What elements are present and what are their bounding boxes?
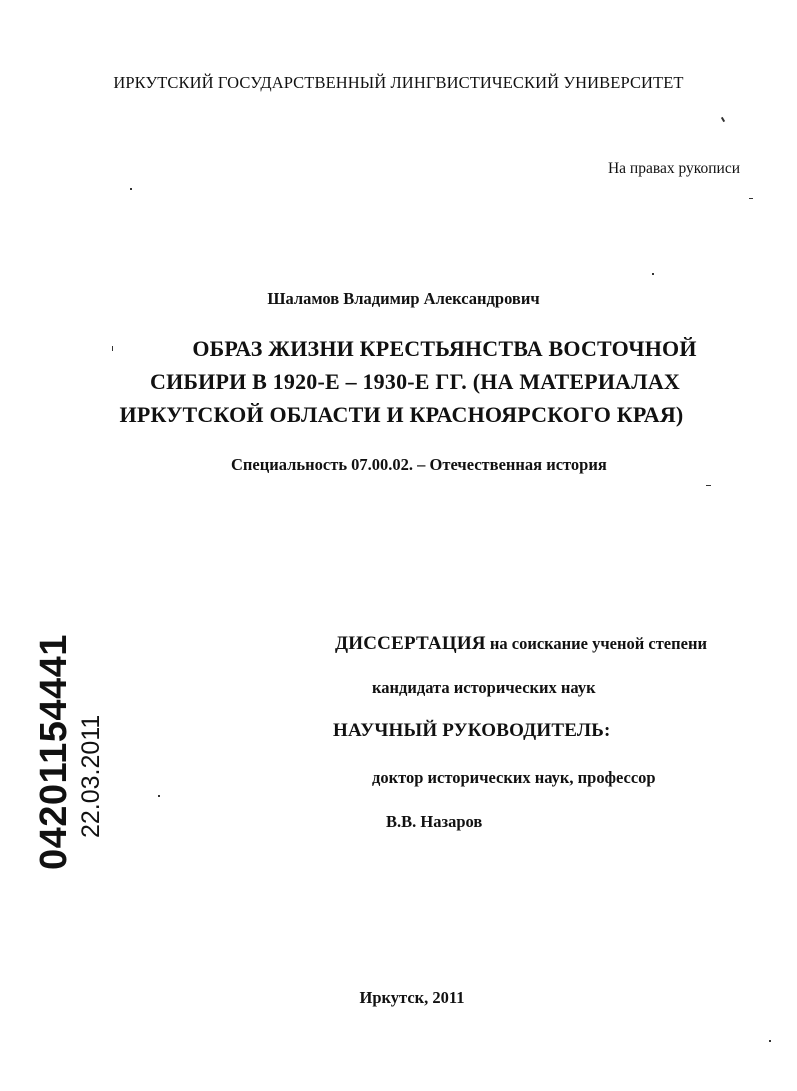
library-stamp-id: 04201154441 bbox=[33, 634, 75, 870]
rights-notice: На правах рукописи bbox=[607, 160, 740, 177]
dissertation-degree-line bbox=[335, 633, 707, 655]
supervisor-name: В.В. Назаров bbox=[386, 812, 483, 831]
city-year: Иркутск, 2011 bbox=[359, 988, 465, 1007]
title-line-1: ОБРАЗ ЖИЗНИ КРЕСТЬЯНСТВА ВОСТОЧНОЙ bbox=[192, 336, 697, 361]
scan-speck bbox=[769, 1040, 771, 1042]
dissertation-text: на соискание ученой степени bbox=[485, 634, 707, 653]
author-name: Шаламов Владимир Александрович bbox=[267, 289, 540, 308]
scan-speck bbox=[112, 346, 113, 351]
supervisor-title: доктор исторических наук, профессор bbox=[372, 768, 656, 787]
academic-degree: кандидата исторических наук bbox=[372, 678, 596, 697]
dissertation-title bbox=[0, 332, 797, 431]
title-line-3: ИРКУТСКОЙ ОБЛАСТИ И КРАСНОЯРСКОГО КРАЯ) bbox=[119, 402, 684, 427]
scan-speck bbox=[130, 188, 132, 190]
scan-speck bbox=[652, 273, 654, 275]
title-line-2: СИБИРИ В 1920-Е – 1930-Е ГГ. (НА МАТЕРИАЛАХ bbox=[150, 369, 680, 394]
dissertation-label: ДИССЕРТАЦИЯ bbox=[335, 633, 486, 654]
library-stamp-date: 22.03.2011 bbox=[77, 714, 105, 838]
scan-speck bbox=[721, 117, 725, 122]
scan-speck bbox=[706, 485, 711, 486]
scan-speck bbox=[158, 795, 160, 797]
scan-speck bbox=[749, 198, 753, 199]
specialty: Специальность 07.00.02. – Отечественная история bbox=[231, 455, 607, 474]
supervisor-label: НАУЧНЫЙ РУКОВОДИТЕЛЬ: bbox=[333, 720, 611, 741]
university-name: ИРКУТСКИЙ ГОСУДАРСТВЕННЫЙ ЛИНГВИСТИЧЕСКИЙ УНИВЕРСИТЕТ bbox=[113, 73, 684, 92]
